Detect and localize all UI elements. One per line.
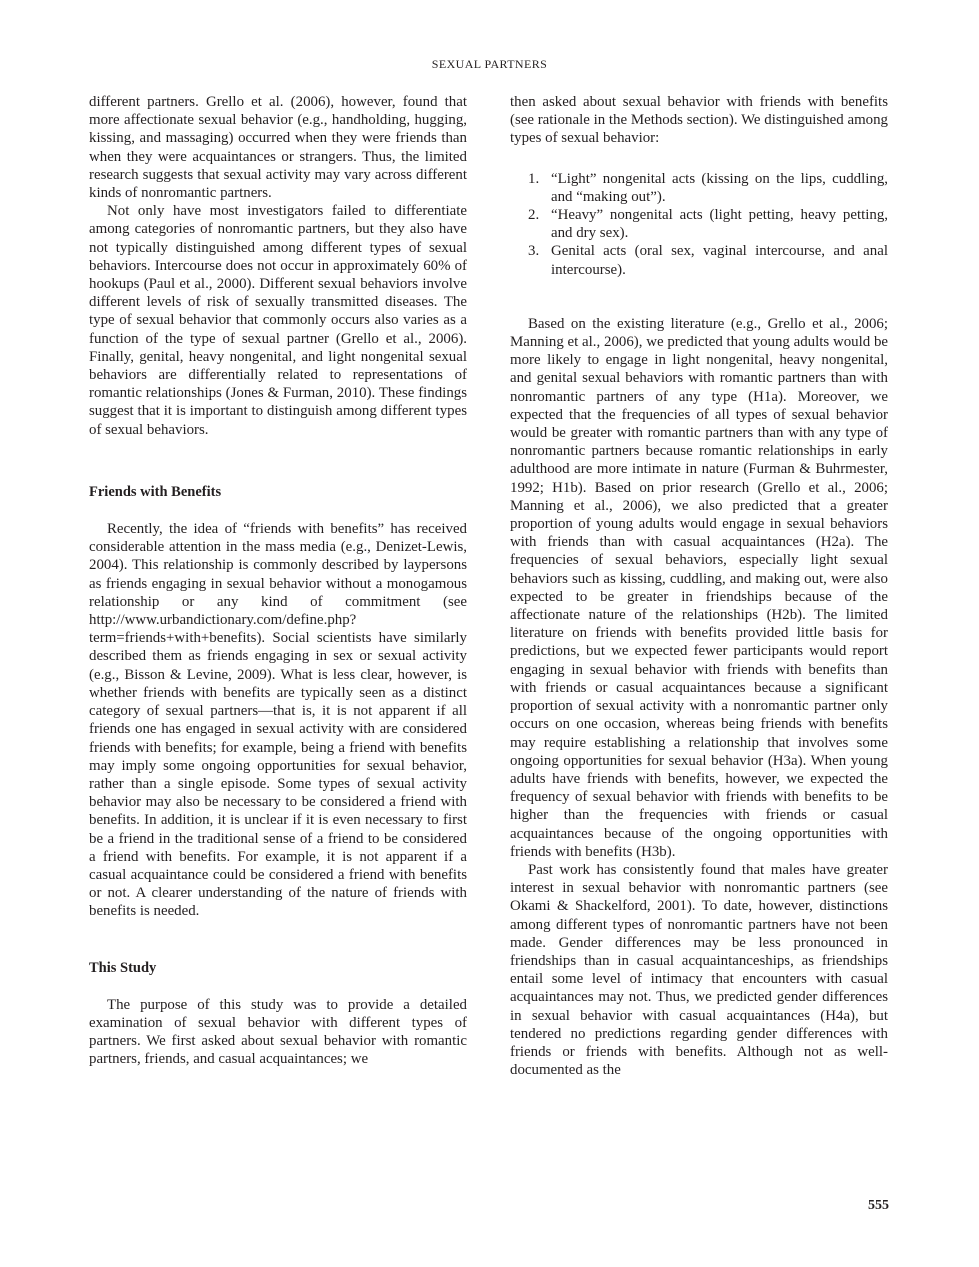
list-item-text: “Light” nongenital acts (kissing on the lips, cuddling, and “making out”). bbox=[551, 170, 888, 205]
paragraph: Past work has consistently found that males have greater interest in sexual behavior with nonromantic partners (see Okami & Shackelford, 2001). To date, however, distinctions among different types of nonromantic partners have not been made. Gender differences may be less pronounced in friendships than in casual acquaintanceships, as friendships entail some level of intimacy that encounters with casual acquaintances may not. Thus, we predicted gender differences in sexual behavior with casual acquaintances (H4a), but tendered no predictions regarding gender differences with friends or friends with benefits. Although not as well-documented as the bbox=[510, 861, 888, 1079]
running-header: SEXUAL PARTNERS bbox=[431, 57, 548, 71]
paragraph: Recently, the idea of “friends with benefits” has received considerable attention in the mass media (e.g., Denizet-Lewis, 2004). This relationship is commonly described by laypersons as friends engaging in sexual behavior without a monogamous relationship or any kind of commitment (see http://www.urbandictionary.com/define.php?term=friends+with+benefits). Social scientists have similarly described them as friends engaging in sex or sexual activity (e.g., Bisson & Levine, 2009). What is less clear, however, is whether friends with benefits are typically seen as a distinct category of sexual partners—that is, it is not apparent if all friends one has engaged in sexual activity with are considered friends with benefits; for example, being a friend with benefits may imply some ongoing opportunities for sexual behavior, rather than a single episode. Some types of sexual activity behavior may also be necessary to be considered a friend with benefits. In addition, it is unclear if it is even necessary to first be a friend in the traditional sense of a friend to be considered a friend with benefits. For example, it is not apparent if a casual acquaintance could be considered a friend with benefits or not. A clearer understanding of the nature of friends with benefits is needed. bbox=[89, 521, 467, 920]
list-item-text: Genital acts (oral sex, vaginal intercourse, and anal intercourse). bbox=[551, 243, 888, 278]
list-item-text: “Heavy” nongenital acts (light petting, heavy petting, and dry sex). bbox=[551, 207, 888, 242]
list-number: 1. bbox=[528, 170, 540, 187]
section-heading-friends-with-benefits: Friends with Benefits bbox=[89, 483, 222, 500]
list-number: 2. bbox=[528, 207, 540, 224]
list-number: 3. bbox=[528, 243, 540, 260]
left-column bbox=[89, 93, 467, 1069]
list-item bbox=[510, 242, 888, 278]
paragraph: Based on the existing literature (e.g., Grello et al., 2006; Manning et al., 2006), we predicted that young adults would be more likely to engage in light nongenital, heavy nongenital, and genital sexual behaviors with romantic partners than with nonromantic partners of any type (H1a). Moreover, we expected that the frequencies of all types of sexual behavior would be greater with romantic partners than with any type of nonromantic partners because romantic relationships in early adulthood are more intimate in nature (Furman & Buhrmester, 1992; H1b). Based on prior research (Grello et al., 2006; Manning et al., 2006), we also predicted that a greater proportion of young adults would engage in sexual behaviors with friends than with casual acquaintances (H2a). The frequencies of sexual behaviors, especially light sexual behaviors such as kissing, cuddling, and making out, were also expected to be greater in friendships because of the affectionate nature of the relationships (H2b). The limited literature on friends with benefits provided little basis for predictions, but we expected fewer participants would report engaging in sexual behavior with friends with benefits than with friends or casual acquaintances because a significant proportion of sexual activity with a nonromantic partner only occurs on one occasion, whereas being friends with benefits may require establishing a relationship that involves some ongoing opportunities for sexual behavior (H3a). When young adults have friends with benefits, however, we expected the frequency of sexual behavior with friends with benefits to be higher than the frequencies with friends or casual acquaintances because of the ongoing opportunities with friends with benefits (H3b). bbox=[510, 315, 888, 860]
right-column bbox=[510, 93, 888, 1079]
paragraph: Not only have most investigators failed to differentiate among categories of nonromantic partners, but they also have not typically distinguished among different types of sexual behaviors. Intercourse does not occur in approximately 60% of hookups (Paul et al., 2000). Different sexual behaviors involve different levels of risk of sexually transmitted diseases. The type of sexual behavior that commonly occurs also varies as a function of the type of sexual partner (Grello et al., 2006). Finally, genital, heavy nongenital, and light nongenital sexual behaviors are differentially related to representations of romantic relationships (Jones & Furman, 2010). These findings suggest that it is important to distinguish among different types of sexual behaviors. bbox=[89, 203, 467, 438]
paragraph: The purpose of this study was to provide a detailed examination of sexual behavior with different types of partners. We first asked about sexual behavior with romantic partners, friends, and casual acquaintances; we bbox=[89, 996, 467, 1068]
list-item bbox=[510, 170, 888, 206]
paragraph: then asked about sexual behavior with friends with benefits (see rationale in the Methods section). We distinguished among types of sexual behavior: bbox=[510, 94, 888, 147]
section-heading-this-study: This Study bbox=[89, 959, 157, 976]
behavior-type-list bbox=[510, 170, 888, 279]
paragraph: different partners. Grello et al. (2006), however, found that more affectionate sexual behavior (e.g., handholding, hugging, kissing, and massaging) occurred when they were friends than when they were acquaintances or strangers. Thus, the limited research suggests that sexual activity may vary across different kinds of nonromantic partners. bbox=[89, 94, 467, 202]
page-number: 555 bbox=[868, 1198, 889, 1213]
list-item bbox=[510, 206, 888, 242]
